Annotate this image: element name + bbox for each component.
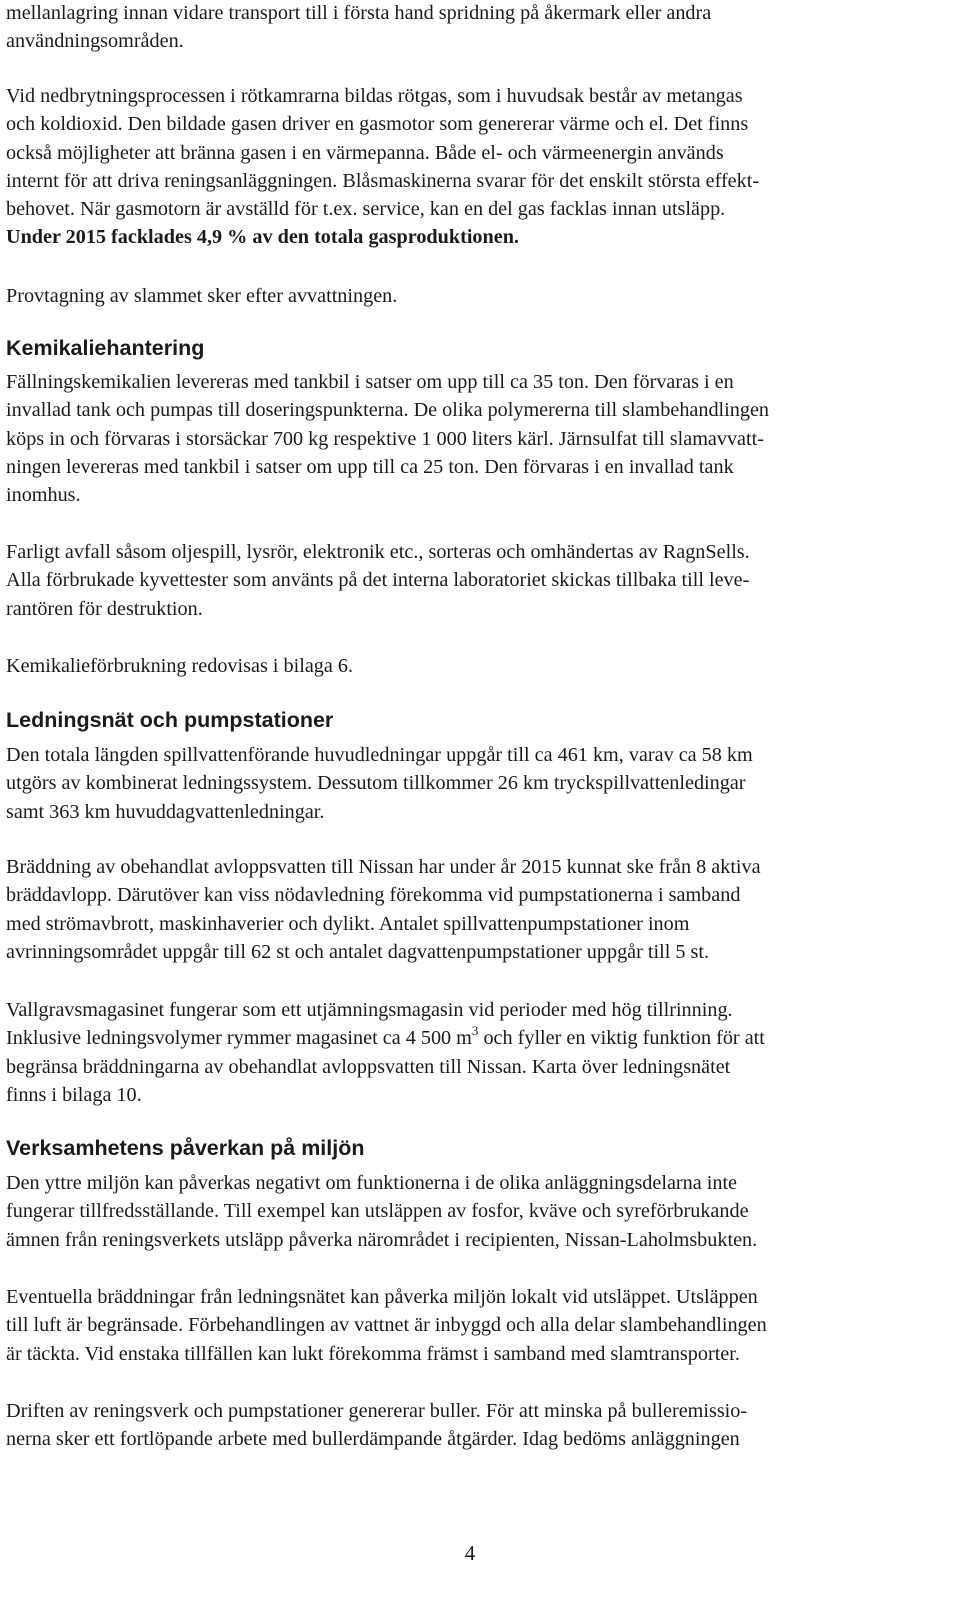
paragraph-vallgravsmagasinet — [6, 996, 946, 1109]
superscript-cubic: 3 — [471, 1023, 479, 1039]
text-line: användningsområden. — [6, 30, 184, 53]
text-line: fungerar tillfredsställande. Till exempel kan utsläppen av fosfor, kväve och syreförbrukande — [6, 1200, 749, 1223]
text-line: Farligt avfall såsom oljespill, lysrör, elektronik etc., sorteras och omhändertas av RagnSells. — [6, 541, 750, 563]
text-line: Den totala längden spillvattenförande huvudledningar uppgår till ca 461 km, varav ca 58 km — [6, 744, 753, 766]
text-line: och koldioxid. Den bildade gasen driver en gasmotor som genererar värme och el. Det finns — [6, 113, 749, 136]
paragraph-farligt-avfall — [6, 538, 946, 623]
text-line: Driften av reningsverk och pumpstationer genererar buller. För att minska på bulleremissio- — [6, 1400, 748, 1422]
text-line: Vid nedbrytningsprocessen i rötkamrarna bildas rötgas, som i huvudsak består av metangas — [6, 85, 743, 107]
text-line: finns i bilaga 10. — [6, 1083, 142, 1106]
bold-statement: Under 2015 facklades 4,9 % av den totala gasproduktionen. — [6, 226, 519, 249]
text-line: till luft är begränsade. Förbehandlingen av vattnet är inbyggd och alla delar slambehandlingen — [6, 1314, 767, 1337]
page-number: 4 — [464, 1541, 476, 1565]
heading-kemikaliehantering: Kemikaliehantering — [6, 336, 205, 360]
paragraph-ledningar — [6, 741, 946, 826]
text-line: utgörs av kombinerat ledningssystem. Dessutom tillkommer 26 km tryckspillvattenledingar — [6, 772, 746, 795]
text-line: Eventuella bräddningar från ledningsnätet kan påverka miljön lokalt vid utsläppet. Utsläppen — [6, 1286, 758, 1308]
text-line: ämnen från reningsverkets utsläpp påverka närområdet i recipienten, Nissan-Laholmsbukten. — [6, 1228, 758, 1251]
text-line: rantören för destruktion. — [6, 597, 203, 620]
paragraph-yttre-miljo — [6, 1169, 946, 1254]
text-line: köps in och förvaras i storsäckar 700 kg respektive 1 000 liters kärl. Järnsulfat till slamavvatt- — [6, 427, 764, 450]
paragraph-rotgas — [6, 82, 946, 252]
text-line: Bräddning av obehandlat avloppsvatten till Nissan har under år 2015 kunnat ske från 8 aktiva — [6, 856, 761, 878]
text-line: begränsa bräddningarna av obehandlat avloppsvatten till Nissan. Karta över ledningsnätet — [6, 1055, 731, 1078]
paragraph-kemikalieforbrukning — [6, 652, 946, 680]
text-line: Vallgravsmagasinet fungerar som ett utjämningsmagasin vid perioder med hög tillrinning. — [6, 999, 733, 1021]
paragraph-buller — [6, 1397, 946, 1454]
text-fragment: och fyller en viktig funktion för att — [478, 1027, 765, 1050]
text-line: också möjligheter att bränna gasen i en värmepanna. Både el- och värmeenergin används — [6, 141, 724, 164]
heading-ledningsnat: Ledningsnät och pumpstationer — [6, 708, 334, 732]
paragraph-braddningar-lokalt — [6, 1283, 946, 1368]
text-line: med strömavbrott, maskinhaverier och dylikt. Antalet spillvattenpumpstationer inom — [6, 912, 690, 935]
paragraph-braddning — [6, 853, 946, 966]
paragraph-slam-storage — [6, 0, 946, 56]
paragraph-kemikalier — [6, 368, 946, 509]
text-line: internt för att driva reningsanläggningen. Blåsmaskinerna svarar för det enskilt största effekt- — [6, 169, 760, 192]
text-line: bräddavlopp. Därutöver kan viss nödavledning förekomma vid pumpstationerna i samband — [6, 884, 741, 907]
text-line: avrinningsområdet uppgår till 62 st och antalet dagvattenpumpstationer uppgår till 5 st. — [6, 940, 710, 963]
text-line: inomhus. — [6, 484, 81, 507]
text-line: Kemikalieförbrukning redovisas i bilaga 6. — [6, 655, 354, 677]
text-fragment: Inklusive ledningsvolymer rymmer magasinet ca 4 500 m — [6, 1027, 472, 1050]
paragraph-provtagning — [6, 282, 946, 310]
text-line: Alla förbrukade kyvettester som använts på det interna laboratoriet skickas tillbaka till leve- — [6, 569, 750, 592]
text-line: ningen levereras med tankbil i satser om upp till ca 25 ton. Den förvaras i en invallad tank — [6, 455, 734, 478]
text-line: nerna sker ett fortlöpande arbete med bullerdämpande åtgärder. Idag bedöms anläggningen — [6, 1428, 740, 1451]
text-line — [6, 1024, 946, 1052]
text-line: samt 363 km huvuddagvattenledningar. — [6, 800, 325, 823]
heading-paverkan: Verksamhetens påverkan på miljön — [6, 1136, 365, 1160]
text-line: mellanlagring innan vidare transport till i första hand spridning på åkermark eller andra — [6, 2, 712, 24]
text-line: är täckta. Vid enstaka tillfällen kan lukt förekomma främst i samband med slamtransporter. — [6, 1342, 740, 1365]
text-line: Fällningskemikalien levereras med tankbil i satser om upp till ca 35 ton. Den förvaras i en — [6, 371, 734, 393]
text-line: invallad tank och pumpas till doseringspunkterna. De olika polymererna till slambehandlingen — [6, 399, 770, 422]
text-line: Den yttre miljön kan påverkas negativt om funktionerna i de olika anläggningsdelarna inte — [6, 1172, 738, 1194]
text-line: Provtagning av slammet sker efter avvattningen. — [6, 285, 398, 307]
text-line: behovet. När gasmotorn är avställd för t.ex. service, kan en del gas facklas innan utsläpp. — [6, 198, 726, 221]
